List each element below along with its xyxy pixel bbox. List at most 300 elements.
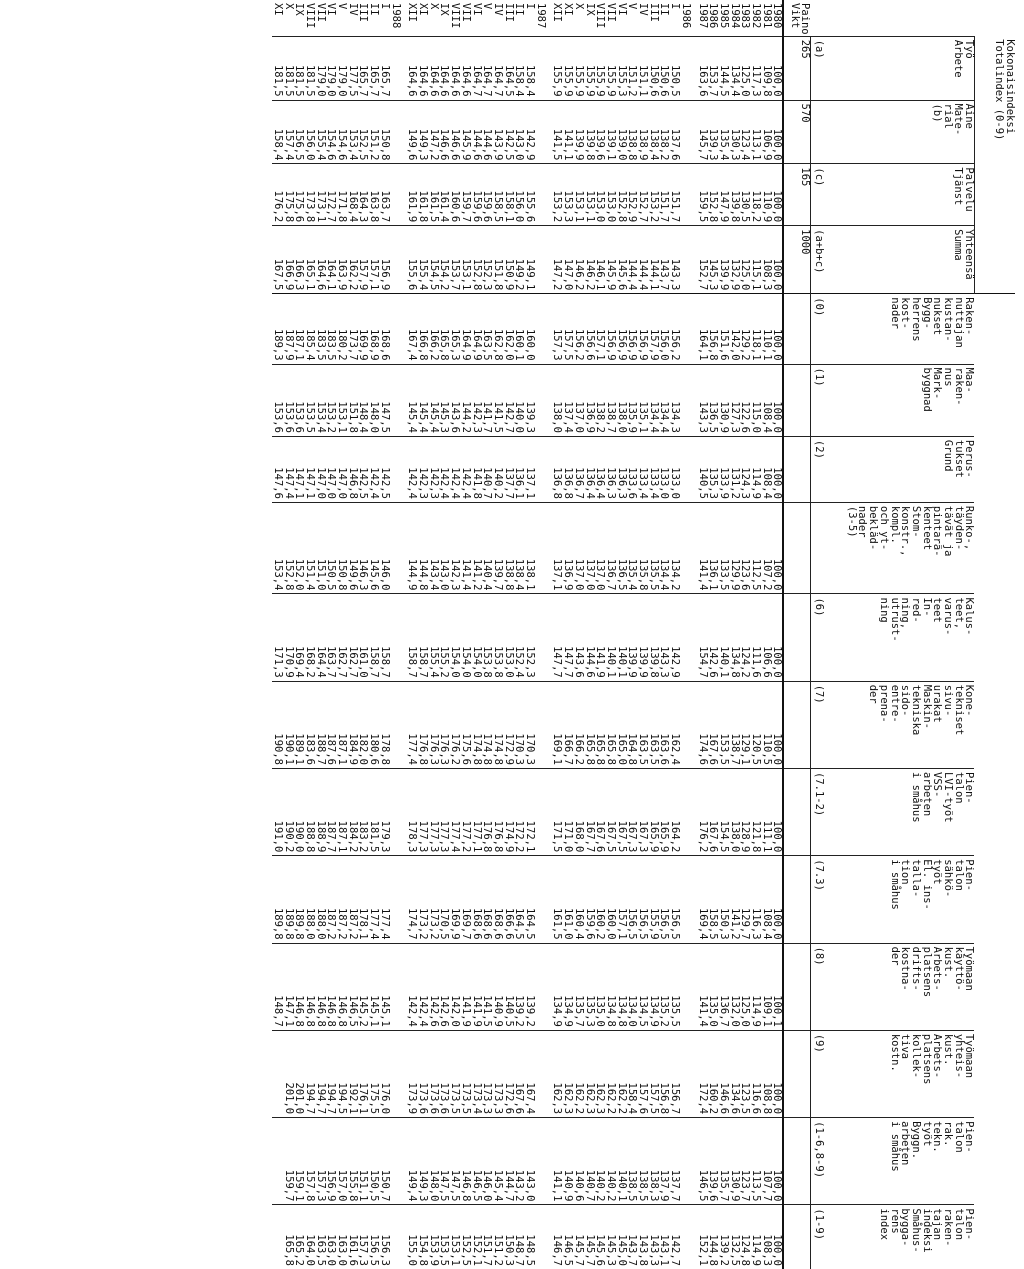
index-value: 160,2 bbox=[595, 856, 606, 943]
column-weight bbox=[784, 1118, 811, 1205]
index-value: 153,4 bbox=[315, 364, 326, 436]
index-value: 144,8 bbox=[417, 502, 428, 594]
index-value: 156,5 bbox=[659, 856, 670, 943]
column-weight bbox=[784, 594, 811, 681]
index-value: 180,6 bbox=[368, 681, 379, 768]
index-value: 143,3 bbox=[669, 226, 680, 294]
index-value: 141,4 bbox=[460, 502, 471, 594]
row-label: X bbox=[572, 3, 585, 10]
index-value: 141,1 bbox=[552, 1118, 563, 1205]
index-value: 138,7 bbox=[729, 681, 740, 768]
index-value: 146,8 bbox=[336, 943, 347, 1030]
index-value: 189,8 bbox=[272, 856, 283, 943]
index-value: 150,6 bbox=[659, 36, 670, 100]
index-value: 157,9 bbox=[358, 226, 369, 294]
index-value: 187,2 bbox=[347, 856, 358, 943]
year-spacer bbox=[535, 594, 552, 681]
year-spacer bbox=[535, 100, 552, 164]
index-value: 128,9 bbox=[740, 769, 751, 856]
year-spacer bbox=[680, 364, 697, 436]
index-table bbox=[272, 0, 1015, 1269]
index-value: 108,3 bbox=[761, 226, 772, 294]
year-spacer bbox=[390, 226, 407, 294]
index-value: 139,6 bbox=[595, 100, 606, 164]
index-value: 149,2 bbox=[514, 226, 525, 294]
column-weight bbox=[784, 856, 811, 943]
index-value: 107,7 bbox=[761, 1118, 772, 1205]
index-value: 155,3 bbox=[616, 36, 627, 100]
index-value: 152,9 bbox=[627, 164, 638, 226]
index-value: 137,1 bbox=[524, 436, 535, 502]
index-value: 154,0 bbox=[471, 594, 482, 681]
index-value: 146,2 bbox=[573, 226, 584, 294]
index-value: 140,4 bbox=[482, 502, 493, 594]
column-weight: 165 bbox=[784, 164, 811, 226]
index-value: 157,3 bbox=[552, 294, 563, 364]
index-value: 165,7 bbox=[379, 36, 390, 100]
index-value: 176,3 bbox=[439, 681, 450, 768]
row-label: I bbox=[378, 3, 391, 10]
row-label: 1980 bbox=[771, 3, 784, 29]
index-value: 162,3 bbox=[595, 1030, 606, 1117]
index-value: 169,7 bbox=[460, 856, 471, 943]
column-code: (a+b+c) bbox=[811, 226, 825, 294]
index-value: 146,8 bbox=[460, 1118, 471, 1205]
column-weight bbox=[784, 943, 811, 1030]
index-value: 147,1 bbox=[304, 436, 315, 502]
year-spacer bbox=[680, 100, 697, 164]
row-label: IV bbox=[637, 3, 650, 16]
index-value: 135,5 bbox=[648, 502, 659, 594]
index-value: 165,0 bbox=[616, 681, 627, 768]
index-value: 163,7 bbox=[326, 594, 337, 681]
index-value: 150,3 bbox=[718, 856, 729, 943]
index-value: 137,0 bbox=[595, 502, 606, 594]
row-label: III bbox=[357, 3, 370, 22]
index-value: 116,6 bbox=[750, 1030, 761, 1117]
index-value: 110,9 bbox=[761, 164, 772, 226]
index-value: 189,3 bbox=[272, 294, 283, 364]
index-value: 172,4 bbox=[697, 1030, 708, 1117]
index-value: 168,6 bbox=[471, 856, 482, 943]
index-value: 170,5 bbox=[439, 856, 450, 943]
index-value: 138,3 bbox=[648, 1118, 659, 1205]
index-value: 189,8 bbox=[283, 856, 294, 943]
index-value: 164,0 bbox=[304, 1205, 315, 1269]
index-value: 149,3 bbox=[417, 1118, 428, 1205]
index-value: 153,6 bbox=[283, 364, 294, 436]
index-value: 165,8 bbox=[439, 294, 450, 364]
index-value: 138,4 bbox=[514, 502, 525, 594]
index-value: 160,4 bbox=[573, 856, 584, 943]
index-value: 143,1 bbox=[659, 1205, 670, 1269]
index-value: 153,7 bbox=[708, 36, 719, 100]
index-value: 158,1 bbox=[503, 164, 514, 226]
row-label: VIII bbox=[594, 3, 607, 29]
year-spacer bbox=[535, 294, 552, 364]
index-value: 139,2 bbox=[524, 943, 535, 1030]
index-value: 113,1 bbox=[750, 100, 761, 164]
index-value: 134,4 bbox=[659, 502, 670, 594]
index-value: 141,2 bbox=[729, 856, 740, 943]
index-value: 169,4 bbox=[294, 594, 305, 681]
index-value: 178,8 bbox=[379, 681, 390, 768]
index-value: 154,0 bbox=[460, 594, 471, 681]
index-value: 148,0 bbox=[428, 1118, 439, 1205]
index-value: 135,1 bbox=[637, 364, 648, 436]
index-value: 168,2 bbox=[304, 594, 315, 681]
index-value: 177,1 bbox=[471, 769, 482, 856]
index-value: 115,1 bbox=[750, 226, 761, 294]
index-value: 146,3 bbox=[358, 502, 369, 594]
index-value: 133,0 bbox=[669, 436, 680, 502]
index-value: 190,2 bbox=[283, 769, 294, 856]
row-label: II bbox=[513, 3, 526, 16]
index-value: 187,1 bbox=[294, 294, 305, 364]
index-value: 187,9 bbox=[283, 294, 294, 364]
index-value: 155,9 bbox=[605, 36, 616, 100]
column-code: (7) bbox=[811, 681, 825, 768]
index-value: 138,2 bbox=[595, 364, 606, 436]
index-value: 140,5 bbox=[697, 436, 708, 502]
index-value: 129,7 bbox=[740, 856, 751, 943]
index-value: 134,8 bbox=[605, 943, 616, 1030]
row-label: II bbox=[368, 3, 381, 16]
index-value: 137,0 bbox=[584, 502, 595, 594]
index-value: 164,6 bbox=[439, 36, 450, 100]
index-value: 158,7 bbox=[368, 594, 379, 681]
index-value: 157,6 bbox=[637, 1030, 648, 1117]
index-value: 142,3 bbox=[417, 436, 428, 502]
index-value: 152,3 bbox=[482, 226, 493, 294]
column-heading: Työ Arbete bbox=[824, 36, 975, 100]
index-value: 170,3 bbox=[514, 681, 525, 768]
index-value: 161,5 bbox=[428, 164, 439, 226]
index-value: 164,5 bbox=[514, 856, 525, 943]
column-heading: Pien- talon raken- tajan indeksi Småhus- bygga- rens index bbox=[824, 1205, 975, 1269]
index-value: 168,4 bbox=[347, 164, 358, 226]
index-value: 108,4 bbox=[761, 436, 772, 502]
index-value: 176,8 bbox=[417, 681, 428, 768]
index-value: 153,2 bbox=[648, 164, 659, 226]
index-value: 166,3 bbox=[294, 226, 305, 294]
index-value: 189,1 bbox=[294, 681, 305, 768]
index-value: 106,6 bbox=[761, 594, 772, 681]
index-value: 141,5 bbox=[492, 364, 503, 436]
index-value: 177,4 bbox=[407, 681, 418, 768]
index-value: 162,3 bbox=[584, 1030, 595, 1117]
index-value: 158,4 bbox=[627, 1030, 638, 1117]
index-value: 173,9 bbox=[407, 1030, 418, 1117]
column-code: (8) bbox=[811, 943, 825, 1030]
index-value: 100,0 bbox=[772, 1118, 784, 1205]
index-value: 150,7 bbox=[379, 1118, 390, 1205]
index-value: 147,1 bbox=[294, 436, 305, 502]
index-value: 171,0 bbox=[562, 769, 573, 856]
index-value: 155,9 bbox=[584, 36, 595, 100]
index-value: 136,5 bbox=[708, 364, 719, 436]
index-value: 143,3 bbox=[659, 594, 670, 681]
index-value: 167,3 bbox=[627, 769, 638, 856]
index-value: 130,9 bbox=[729, 1118, 740, 1205]
year-spacer bbox=[390, 681, 407, 768]
year-spacer bbox=[535, 1118, 552, 1205]
index-value: 181,5 bbox=[368, 769, 379, 856]
index-value: 159,7 bbox=[283, 1118, 294, 1205]
index-value: 172,9 bbox=[503, 681, 514, 768]
index-value: 167,4 bbox=[524, 1030, 535, 1117]
column-heading: Pien- talon sähkö- työt El. ins- talla- tion i småhus bbox=[824, 856, 975, 943]
index-value: 147,7 bbox=[552, 594, 563, 681]
index-value: 162,7 bbox=[347, 594, 358, 681]
column-code: (1-9) bbox=[811, 1205, 825, 1269]
row-label: 1986 bbox=[707, 3, 720, 29]
column-code: (1) bbox=[811, 364, 825, 436]
index-value: 150,5 bbox=[669, 36, 680, 100]
index-value: 156,9 bbox=[326, 1118, 337, 1205]
index-value: 142,4 bbox=[439, 436, 450, 502]
index-value: 147,6 bbox=[272, 436, 283, 502]
index-value: 182,0 bbox=[358, 681, 369, 768]
index-value: 143,2 bbox=[514, 1118, 525, 1205]
row-label: 1981 bbox=[760, 3, 773, 29]
index-value: 137,7 bbox=[503, 436, 514, 502]
column-weight: 265 bbox=[784, 36, 811, 100]
index-value: 153,7 bbox=[449, 226, 460, 294]
index-value: 136,3 bbox=[616, 436, 627, 502]
index-value: 168,9 bbox=[368, 294, 379, 364]
index-value: 147,2 bbox=[552, 226, 563, 294]
year-spacer bbox=[680, 226, 697, 294]
column-weight bbox=[784, 681, 811, 768]
index-value: 140,1 bbox=[616, 594, 627, 681]
column-code: (0) bbox=[811, 294, 825, 364]
index-value: 136,7 bbox=[605, 502, 616, 594]
index-value: 100,0 bbox=[772, 364, 784, 436]
index-value: 149,6 bbox=[347, 502, 358, 594]
year-spacer bbox=[390, 294, 407, 364]
index-value: 140,1 bbox=[718, 594, 729, 681]
index-value: 144,4 bbox=[627, 226, 638, 294]
column-code bbox=[811, 502, 825, 594]
index-value-empty bbox=[272, 1205, 283, 1269]
index-value: 173,2 bbox=[428, 856, 439, 943]
index-value: 168,6 bbox=[379, 294, 390, 364]
index-value: 157,1 bbox=[368, 226, 379, 294]
index-value: 166,2 bbox=[428, 294, 439, 364]
index-value: 156,6 bbox=[584, 294, 595, 364]
index-value: 194,5 bbox=[336, 1030, 347, 1117]
year-spacer bbox=[535, 681, 552, 768]
row-label: 1985 bbox=[717, 3, 730, 29]
index-value: 153,6 bbox=[272, 364, 283, 436]
index-value: 142,5 bbox=[379, 436, 390, 502]
index-value: 157,5 bbox=[562, 294, 573, 364]
index-value: 137,9 bbox=[659, 1118, 670, 1205]
index-value: 156,0 bbox=[304, 100, 315, 164]
index-value: 176,8 bbox=[492, 769, 503, 856]
index-value: 187,1 bbox=[336, 769, 347, 856]
row-label: I bbox=[669, 3, 682, 10]
index-value: 147,5 bbox=[379, 364, 390, 436]
column-code bbox=[811, 100, 825, 164]
index-value: 150,3 bbox=[503, 1205, 514, 1269]
index-value: 100,0 bbox=[772, 769, 784, 856]
index-value: 125,0 bbox=[740, 226, 751, 294]
index-value: 158,4 bbox=[514, 36, 525, 100]
row-label: 1983 bbox=[739, 3, 752, 29]
year-spacer bbox=[680, 681, 697, 768]
index-value: 140,6 bbox=[573, 1118, 584, 1205]
index-value: 173,2 bbox=[417, 856, 428, 943]
index-value: 163,9 bbox=[336, 226, 347, 294]
index-value: 181,5 bbox=[272, 36, 283, 100]
column-heading: Työmaan käyttö- kust. Arbets- platsens drifts- kostna- der bbox=[824, 943, 975, 1030]
index-value: 152,1 bbox=[697, 1205, 708, 1269]
index-value: 154,0 bbox=[449, 594, 460, 681]
index-value: 166,8 bbox=[417, 294, 428, 364]
index-value: 181,5 bbox=[304, 36, 315, 100]
index-value: 146,2 bbox=[584, 226, 595, 294]
index-value: 134,4 bbox=[659, 364, 670, 436]
index-value: 114,9 bbox=[750, 943, 761, 1030]
index-value: 164,6 bbox=[315, 226, 326, 294]
index-value: 169,9 bbox=[358, 294, 369, 364]
index-value: 151,7 bbox=[659, 164, 670, 226]
index-value: 174,7 bbox=[407, 856, 418, 943]
year-spacer bbox=[680, 769, 697, 856]
index-value: 142,4 bbox=[407, 943, 418, 1030]
index-value: 134,5 bbox=[637, 943, 648, 1030]
year-spacer bbox=[535, 436, 552, 502]
index-value: 135,7 bbox=[573, 943, 584, 1030]
index-value: 179,3 bbox=[379, 769, 390, 856]
index-value: 188,8 bbox=[304, 769, 315, 856]
index-value: 145,7 bbox=[573, 1205, 584, 1269]
index-value: 173,7 bbox=[347, 294, 358, 364]
index-value: 140,1 bbox=[616, 1118, 627, 1205]
year-heading: 1987 bbox=[534, 3, 547, 29]
index-value: 144,8 bbox=[708, 1205, 719, 1269]
row-label: X bbox=[282, 3, 295, 10]
index-value: 160,2 bbox=[708, 1030, 719, 1117]
index-value: 136,9 bbox=[584, 364, 595, 436]
index-value: 159,6 bbox=[471, 164, 482, 226]
index-value: 150,8 bbox=[379, 100, 390, 164]
index-value: 168,0 bbox=[573, 769, 584, 856]
index-value: 173,3 bbox=[482, 1030, 493, 1117]
index-value: 133,9 bbox=[718, 436, 729, 502]
index-value: 140,7 bbox=[482, 436, 493, 502]
row-label: III bbox=[502, 3, 515, 22]
index-value: 139,3 bbox=[708, 100, 719, 164]
index-value: 194,7 bbox=[304, 1030, 315, 1117]
column-weight bbox=[784, 1205, 811, 1269]
index-value: 150,6 bbox=[648, 36, 659, 100]
index-value: 134,4 bbox=[648, 364, 659, 436]
index-value: 173,6 bbox=[417, 1030, 428, 1117]
index-value: 167,3 bbox=[637, 769, 648, 856]
index-value: 132,0 bbox=[729, 943, 740, 1030]
heading-spacer bbox=[975, 294, 1016, 1269]
index-value: 164,1 bbox=[326, 226, 337, 294]
index-value: 156,9 bbox=[616, 294, 627, 364]
index-value: 175,5 bbox=[368, 1030, 379, 1117]
index-value: 170,3 bbox=[524, 681, 535, 768]
index-value: 175,6 bbox=[460, 681, 471, 768]
index-value: 139,1 bbox=[605, 100, 616, 164]
row-label: IX bbox=[583, 3, 596, 16]
column-heading: Raken- nuttajan kustan- nukset Bygg- herrens kost- nader bbox=[824, 294, 975, 364]
index-value: 169,4 bbox=[697, 856, 708, 943]
index-value: 154,7 bbox=[697, 594, 708, 681]
index-value: 172,1 bbox=[524, 769, 535, 856]
index-value: 116,3 bbox=[750, 856, 761, 943]
index-value: 147,2 bbox=[428, 100, 439, 164]
column-weight bbox=[784, 769, 811, 856]
index-value: 156,2 bbox=[573, 294, 584, 364]
year-spacer bbox=[680, 856, 697, 943]
index-value: 146,5 bbox=[347, 943, 358, 1030]
index-value: 165,7 bbox=[368, 36, 379, 100]
index-value: 179,0 bbox=[336, 36, 347, 100]
index-value: 118,2 bbox=[750, 164, 761, 226]
index-value: 139,8 bbox=[584, 100, 595, 164]
year-spacer bbox=[390, 100, 407, 164]
index-value: 176,3 bbox=[428, 681, 439, 768]
index-value: 173,5 bbox=[449, 1030, 460, 1117]
row-label: XII bbox=[551, 3, 564, 22]
row-label: II bbox=[658, 3, 671, 16]
row-label: IX bbox=[293, 3, 306, 16]
column-heading: Aine Mate- rial (b) bbox=[824, 100, 975, 164]
index-value: 135,8 bbox=[637, 502, 648, 594]
index-value: 133,5 bbox=[718, 502, 729, 594]
index-value: 147,4 bbox=[283, 436, 294, 502]
index-value: 149,1 bbox=[524, 226, 535, 294]
index-value: 162,2 bbox=[573, 1030, 584, 1117]
year-spacer bbox=[390, 943, 407, 1030]
index-value: 158,4 bbox=[524, 36, 535, 100]
index-value: 138,7 bbox=[605, 364, 616, 436]
index-value: 161,0 bbox=[562, 856, 573, 943]
index-value: 162,2 bbox=[605, 1030, 616, 1117]
index-value: 135,4 bbox=[627, 502, 638, 594]
year-spacer bbox=[390, 364, 407, 436]
index-value: 136,4 bbox=[595, 436, 606, 502]
index-value: 173,3 bbox=[492, 1030, 503, 1117]
index-value: 142,0 bbox=[729, 294, 740, 364]
index-value: 111,6 bbox=[750, 594, 761, 681]
index-value: 146,5 bbox=[471, 1118, 482, 1205]
index-value: 168,6 bbox=[482, 856, 493, 943]
index-value: 108,4 bbox=[761, 364, 772, 436]
index-value: 153,5 bbox=[304, 364, 315, 436]
index-value: 150,9 bbox=[503, 226, 514, 294]
index-value: 153,1 bbox=[449, 1205, 460, 1269]
index-value: 155,6 bbox=[524, 164, 535, 226]
index-value: 143,7 bbox=[659, 226, 670, 294]
index-value: 201,0 bbox=[283, 1030, 294, 1117]
index-value: 151,1 bbox=[637, 36, 648, 100]
index-value: 154,6 bbox=[326, 100, 337, 164]
index-value: 183,6 bbox=[304, 681, 315, 768]
index-value: 174,6 bbox=[697, 681, 708, 768]
index-value: 141,1 bbox=[562, 100, 573, 164]
weight-label: Paino Vikt bbox=[784, 0, 811, 36]
index-value: 163,0 bbox=[326, 1205, 337, 1269]
index-value: 138,8 bbox=[627, 100, 638, 164]
